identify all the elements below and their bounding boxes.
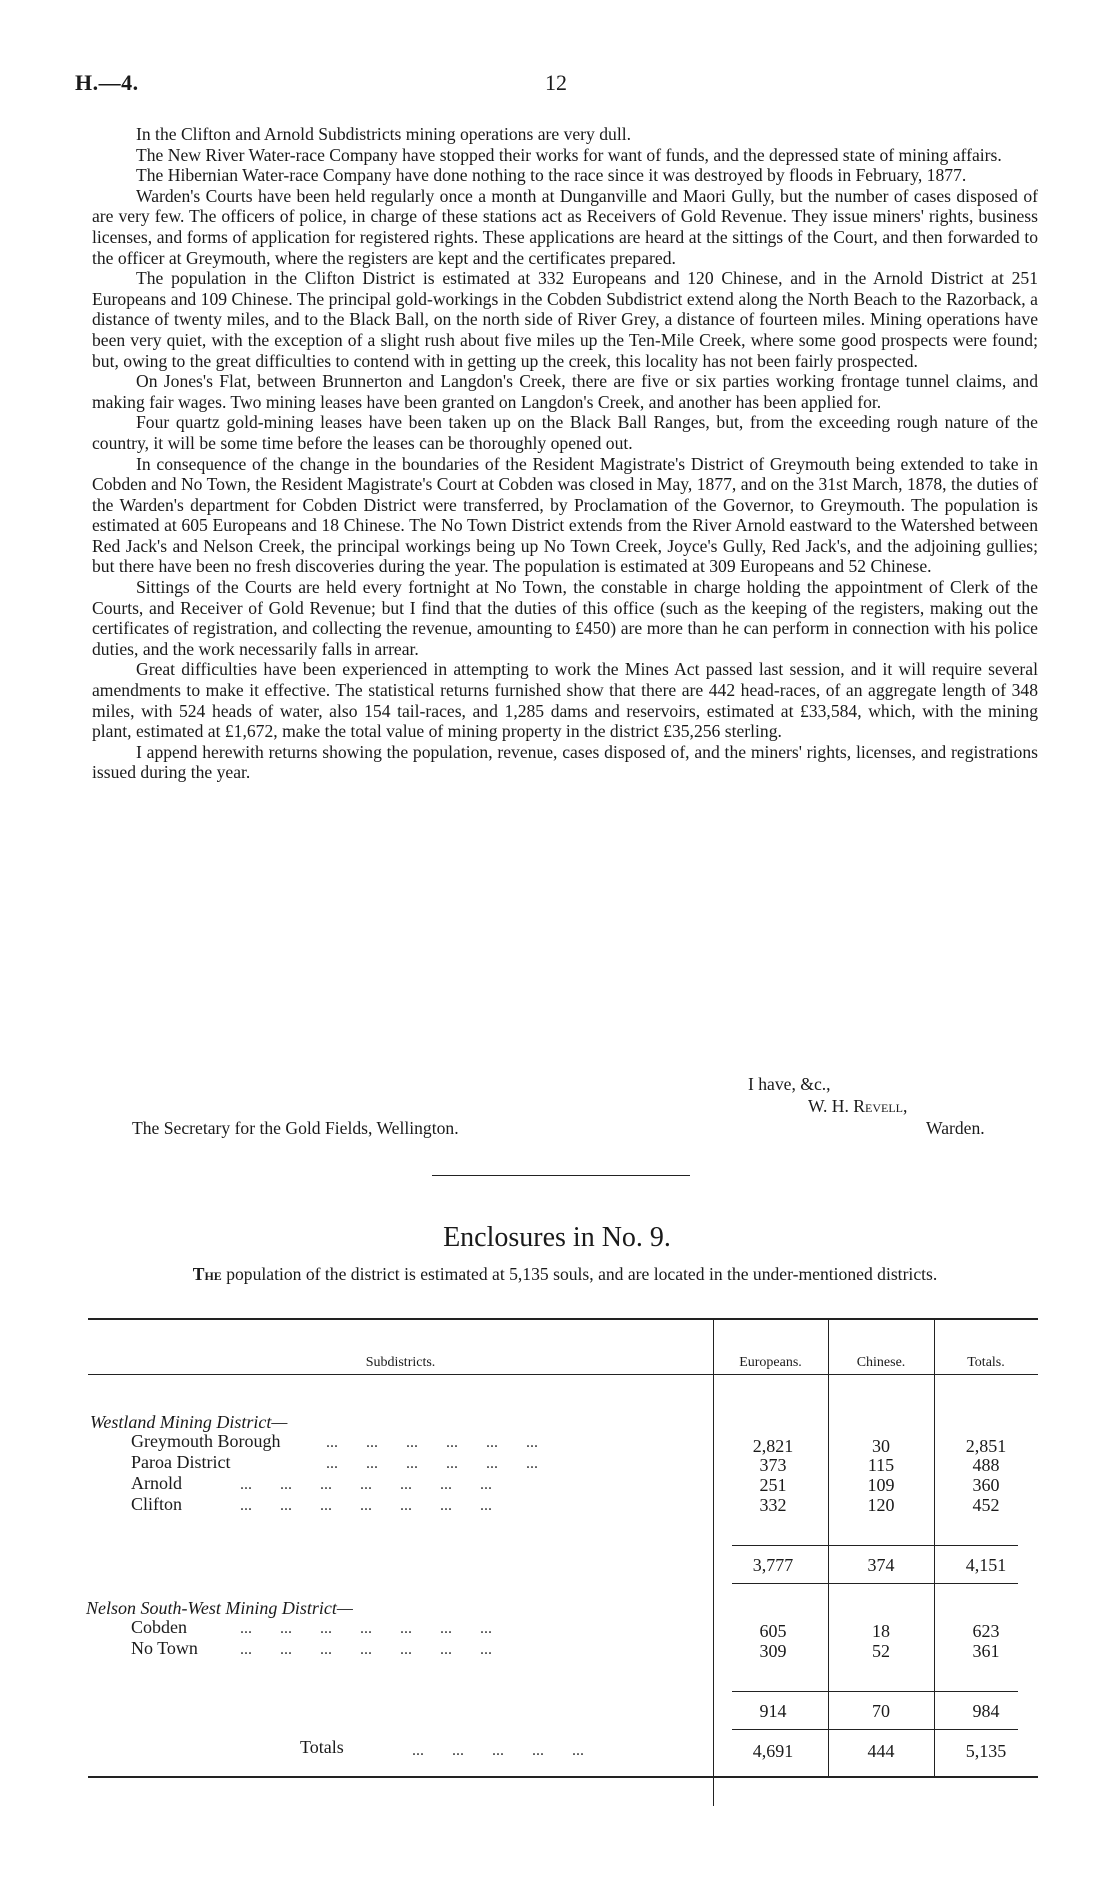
paragraph: The population in the Clifton District is estimated at 332 Europeans and 120 Chinese, and in the Arnold District at 251 Europeans and 109 Chinese. The principal gold-workings in the Cobden Subdistrict extend along the North Beach to the Razorback, a distance of twenty miles, and to the Black Ball, on the north side of River Grey, a distance of fourteen miles. Mining operations have been very quiet, with the exception of a slight rush about five miles up the Ten-Mile Creek, where some good prospects were found; but, owing to the great difficulties to contend with in getting up the creek, this locality has not been fairly prospected. [92, 268, 1038, 371]
signature-closing: I have, &c., [748, 1074, 831, 1094]
leader-dots: ... ... ... ... ... ... ... [240, 1497, 492, 1514]
row-label: Paroa District [131, 1452, 231, 1472]
intro-first-word: The [192, 1264, 222, 1284]
header-europeans: Europeans. [739, 1355, 802, 1370]
cell-totals: 2,851 [965, 1436, 1007, 1456]
leader-dots: ... ... ... ... ... ... ... [240, 1641, 492, 1658]
subtotal-rule [732, 1729, 1018, 1730]
table-bottom-rule [88, 1776, 1038, 1778]
cell-totals: 361 [972, 1641, 1000, 1661]
group-heading: Nelson South-West Mining District— [86, 1598, 353, 1618]
table-top-rule [88, 1318, 1038, 1320]
grand-total-europeans: 4,691 [752, 1741, 794, 1761]
group-heading: Westland Mining District— [90, 1412, 288, 1432]
cell-europeans: 251 [759, 1475, 787, 1495]
subtotal-chinese: 70 [872, 1701, 890, 1721]
header-chinese: Chinese. [856, 1355, 906, 1370]
row-label: Clifton [131, 1494, 183, 1514]
column-divider [713, 1318, 714, 1806]
leader-dots: ... ... ... ... ... ... ... [240, 1476, 492, 1493]
header-subdistricts: Subdistricts. [365, 1355, 436, 1370]
leader-dots: ... ... ... ... ... [412, 1742, 584, 1759]
row-label: Arnold [131, 1473, 182, 1493]
cell-chinese: 30 [872, 1436, 890, 1456]
grand-total-label: Totals [300, 1737, 344, 1757]
row-label: Greymouth Borough [131, 1431, 281, 1451]
enclosure-title: Enclosures in No. 9. [443, 1222, 671, 1253]
cell-europeans: 373 [759, 1455, 787, 1475]
leader-dots: ... ... ... ... ... ... [326, 1434, 538, 1451]
paragraph: In consequence of the change in the boundaries of the Resident Magistrate's District of Greymouth being extended to take in Cobden and No Town, the Resident Magistrate's Court at Cobden was closed in May, 1877, and on the 31st March, 1878, the duties of the Warden's department for Cobden District were transferred, by Proclamation of the Governor, to Greymouth. The population is estimated at 605 Europeans and 18 Chinese. The No Town District extends from the River Arnold eastward to the Watershed between Red Jack's and Nelson Creek, the principal workings being up No Town Creek, Joyce's Gully, Red Jack's, and the adjoining gullies; but there have been no fresh discoveries during the year. The population is estimated at 309 Europeans and 52 Chinese. [92, 453, 1038, 577]
subtotal-totals: 984 [972, 1701, 1000, 1721]
cell-totals: 360 [972, 1475, 1000, 1495]
paragraph: Great difficulties have been experienced in attempting to work the Mines Act passed last session, and it will require several amendments to make it effective. The statistical returns furnished show that there are 442 head-races, of an aggregate length of 348 miles, with 524 heads of water, also 154 tail-races, and 1,285 dams and reservoirs, estimated at £33,584, which, with the mining plant, estimated at £1,672, make the total value of mining property in the district £35,256 sterling. [92, 659, 1038, 742]
addressee: The Secretary for the Gold Fields, Wellington. [132, 1118, 459, 1138]
paragraph: Four quartz gold-mining leases have been taken up on the Black Ball Ranges, but, from the exceeding rough nature of the country, it will be some time before the leases can be thoroughly opened out. [92, 412, 1038, 453]
header-totals: Totals. [967, 1355, 1005, 1370]
leader-dots: ... ... ... ... ... ... ... [240, 1620, 492, 1637]
subtotal-rule [732, 1691, 1018, 1692]
intro-text: population of the district is estimated at 5,135 souls, and are located in the under-mentioned districts. [226, 1264, 938, 1284]
page-number: 12 [545, 70, 567, 95]
subtotal-europeans: 914 [759, 1701, 787, 1721]
cell-chinese: 115 [867, 1455, 895, 1475]
grand-total-totals: 5,135 [965, 1741, 1007, 1761]
signature-name: W. H. Revell, [808, 1096, 908, 1116]
subtotal-rule [732, 1545, 1018, 1546]
signature-title: Warden. [926, 1118, 985, 1138]
table-header-rule [88, 1374, 1038, 1375]
row-label: Cobden [131, 1617, 187, 1637]
paragraph: On Jones's Flat, between Brunnerton and Langdon's Creek, there are five or six parties working frontage tunnel claims, and making fair wages. Two mining leases have been granted on Langdon's Creek, and another has been applied for. [92, 371, 1038, 412]
subtotal-chinese: 374 [867, 1555, 895, 1575]
paragraph: Sittings of the Courts are held every fortnight at No Town, the constable in charge holding the appointment of Clerk of the Courts, and Receiver of Gold Revenue; but I find that the duties of this office (such as the keeping of the registers, making out the certificates of registration, and collecting the revenue, amounting to £450) are more than he can perform in connection with his police duties, and the work necessarily falls in arrear. [92, 577, 1038, 659]
document-reference: H.—4. [75, 70, 139, 95]
cell-europeans: 605 [759, 1621, 787, 1641]
row-label: No Town [131, 1638, 198, 1658]
grand-total-chinese: 444 [867, 1741, 895, 1761]
paragraph: Warden's Courts have been held regularly once a month at Dunganville and Maori Gully, but the number of cases disposed of are very few. The officers of police, in charge of these stations act as Receivers of Gold Revenue. They issue miners' rights, business licenses, and forms of application for registered rights. These applications are heard at the sittings of the Court, and then forwarded to the officer at Greymouth, where the registers are kept and the certificates prepared. [92, 185, 1038, 268]
cell-totals: 452 [972, 1495, 1000, 1515]
subtotal-rule [732, 1583, 1018, 1584]
cell-chinese: 109 [867, 1475, 895, 1495]
paragraph: The Hibernian Water-race Company have done nothing to the race since it was destroyed by floods in February, 1877. [136, 165, 967, 186]
paragraph: I append herewith returns showing the population, revenue, cases disposed of, and the miners' rights, licenses, and registrations issued during the year. [92, 741, 1038, 783]
cell-chinese: 120 [867, 1495, 895, 1515]
cell-totals: 488 [972, 1455, 1000, 1475]
cell-chinese: 52 [872, 1641, 890, 1661]
cell-europeans: 309 [759, 1641, 787, 1661]
cell-totals: 623 [972, 1621, 1000, 1641]
paragraph: In the Clifton and Arnold Subdistricts mining operations are very dull. [136, 124, 631, 144]
cell-europeans: 332 [759, 1495, 787, 1515]
leader-dots: ... ... ... ... ... ... [326, 1455, 538, 1472]
cell-chinese: 18 [872, 1621, 890, 1641]
subtotal-europeans: 3,777 [752, 1555, 794, 1575]
cell-europeans: 2,821 [752, 1436, 794, 1456]
subtotal-totals: 4,151 [965, 1555, 1007, 1575]
paragraph: The New River Water-race Company have stopped their works for want of funds, and the depressed state of mining affairs. [136, 144, 1002, 165]
